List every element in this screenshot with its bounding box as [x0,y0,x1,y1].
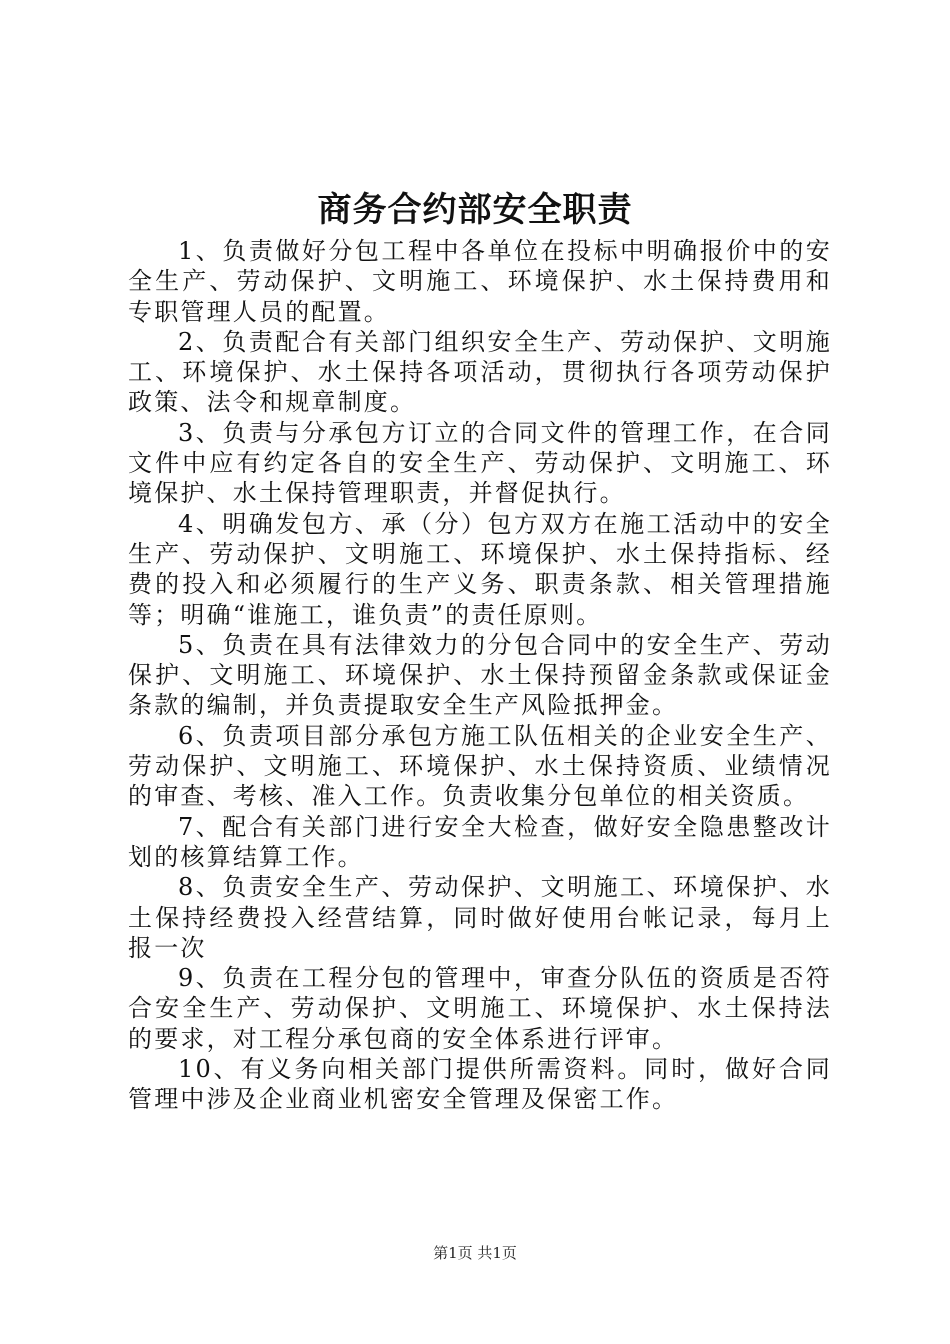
paragraph-2: 2、负责配合有关部门组织安全生产、劳动保护、文明施工、环境保护、水土保持各项活动，贯彻执行各项劳动保护政策、法令和规章制度。 [128,327,832,417]
paragraph-9: 9、负责在工程分包的管理中，审查分队伍的资质是否符合安全生产、劳动保护、文明施工、环境保护、水土保持法的要求，对工程分承包商的安全体系进行评审。 [128,964,832,1053]
paragraph-7: 7、配合有关部门进行安全大检查，做好安全隐患整改计划的核算结算工作。 [128,812,832,871]
paragraph-6: 6、负责项目部分承包方施工队伍相关的企业安全生产、劳动保护、文明施工、环境保护、水土保持资质、业绩情况的审查、考核、准入工作。负责收集分包单位的相关资质。 [128,721,832,811]
document-title: 商务合约部安全职责 [317,190,633,230]
paragraph-1: 1、负责做好分包工程中各单位在投标中明确报价中的安全生产、劳动保护、文明施工、环境保护、水土保持费用和专职管理人员的配置。 [128,237,832,326]
paragraph-3: 3、负责与分承包方订立的合同文件的管理工作，在合同文件中应有约定各自的安全生产、劳动保护、文明施工、环境保护、水土保持管理职责，并督促执行。 [128,418,832,508]
paragraph-5: 5、负责在具有法律效力的分包合同中的安全生产、劳动保护、文明施工、环境保护、水土保持预留金条款或保证金条款的编制，并负责提取安全生产风险抵押金。 [128,630,832,720]
paragraph-4: 4、明确发包方、承（分）包方双方在施工活动中的安全生产、劳动保护、文明施工、环境保护、水土保持指标、经费的投入和必须履行的生产义务、职责条款、相关管理措施等；明确“谁施工，谁负责”的责任原则。 [128,509,832,629]
document-body [128,236,832,1115]
paragraph-10: 10、有义务向相关部门提供所需资料。同时，做好合同管理中涉及企业商业机密安全管理及保密工作。 [128,1055,832,1114]
paragraph-8: 8、负责安全生产、劳动保护、文明施工、环境保护、水土保持经费投入经营结算，同时做好使用台帐记录，每月上报一次 [128,873,832,962]
page-footer: 第1页 共1页 [433,1244,517,1262]
